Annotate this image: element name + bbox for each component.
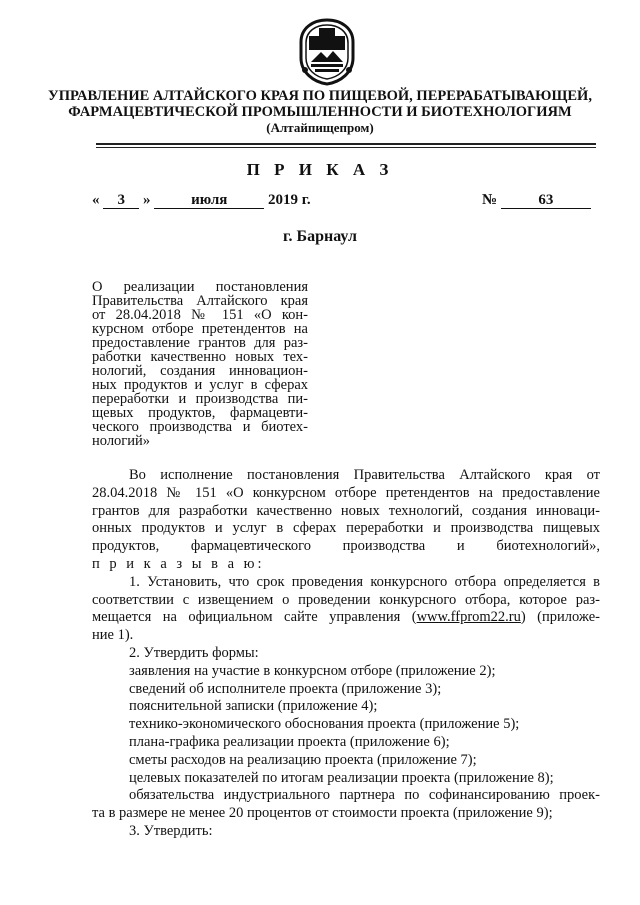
coat-of-arms-icon	[297, 18, 357, 86]
item-3-heading: 3. Утвердить:	[129, 822, 213, 839]
website-link[interactable]: www.ffprom22.ru	[416, 609, 521, 626]
number-sign: №	[482, 192, 498, 208]
subject-line: ных продуктов и услуг в сферах	[92, 377, 308, 393]
preamble-line: Во исполнение постановления Правительства Алтайского края от	[129, 467, 600, 483]
organization-name	[0, 88, 640, 136]
item-2-heading: 2. Утвердить формы:	[129, 644, 259, 661]
preamble-line: онных продуктов и услуг в сферах переработки и производства пищевых	[92, 520, 600, 537]
subject-line: курсном отборе претендентов на	[92, 321, 308, 337]
item-1-line: ние 1).	[92, 627, 134, 644]
order-subject	[92, 280, 308, 448]
item-1-text: мещается на официальном сайте управления (	[92, 609, 417, 626]
order-year: 2019 г.	[268, 192, 311, 208]
subject-line: предоставление грантов для раз-	[92, 335, 308, 351]
item-1-text: ) (приложе-	[520, 609, 600, 626]
form-list-item: пояснительной записки (приложение 4);	[129, 698, 378, 715]
subject-line: переработки и производства пи-	[92, 391, 308, 407]
item-1-line	[92, 609, 600, 627]
subject-line: щевых продуктов, фармацевти-	[92, 405, 308, 421]
subject-line: работки качественно новых тех-	[92, 349, 308, 365]
item-1-line: 1. Установить, что срок проведения конкурсного отбора определяется в	[129, 573, 600, 590]
form-list-item: обязательства индустриального партнера по софинансированию проек-	[129, 787, 600, 804]
order-month: июля	[154, 193, 264, 209]
order-day: 3	[103, 193, 139, 209]
order-number	[482, 192, 591, 209]
org-name-line-2: ФАРМАЦЕВТИЧЕСКОЙ ПРОМЫШЛЕННОСТИ И БИОТЕХНОЛОГИЯМ	[68, 104, 572, 120]
form-list-item: целевых показателей по итогам реализации проекта (приложение 8);	[129, 769, 554, 786]
subject-line: Правительства Алтайского края	[92, 293, 308, 309]
item-1-line: соответствии с извещением о проведении конкурсного отбора, которое раз-	[92, 591, 600, 608]
decree-word: п р и к а з ы в а ю:	[92, 555, 265, 572]
preamble-line: продуктов, фармацевтического производства и биотехнологий»,	[92, 538, 600, 555]
subject-line: нологий, создания инновацион-	[92, 363, 308, 379]
city: г. Барнаул	[283, 228, 357, 245]
preamble-line: 28.04.2018 № 151 «О конкурсном отборе претендентов на предоставление	[92, 484, 600, 501]
quote-open: «	[92, 192, 100, 208]
form-list-item: сведений об исполнителе проекта (приложение 3);	[129, 680, 442, 697]
org-name-line-1: УПРАВЛЕНИЕ АЛТАЙСКОГО КРАЯ ПО ПИЩЕВОЙ, ПЕРЕРАБАТЫВАЮЩЕЙ,	[48, 88, 592, 104]
form-list-item: заявления на участие в конкурсном отборе (приложение 2);	[129, 662, 496, 679]
order-number-value: 63	[501, 193, 591, 209]
form-list-item: технико-экономического обоснования проекта (приложение 5);	[129, 716, 520, 733]
order-date	[92, 192, 311, 209]
header-rule-thin	[96, 147, 596, 148]
preamble-line: грантов для разработки качественно новых технологий, создания инноваци-	[92, 502, 600, 519]
form-list-item: сметы расходов на реализацию проекта (приложение 7);	[129, 751, 477, 768]
org-abbreviation: (Алтайпищепром)	[266, 120, 374, 135]
quote-close: »	[143, 192, 151, 208]
subject-line: ческого производства и биотех-	[92, 419, 308, 435]
subject-line: О реализации постановления	[92, 279, 308, 295]
subject-line: нологий»	[92, 433, 151, 449]
order-body	[92, 467, 600, 841]
subject-line: от 28.04.2018 № 151 «О кон-	[92, 307, 308, 323]
form-list-item-continuation: та в размере не менее 20 процентов от стоимости проекта (приложение 9);	[92, 805, 553, 822]
document-title: П Р И К А З	[246, 160, 394, 179]
form-list-item: плана-графика реализации проекта (приложение 6);	[129, 733, 450, 750]
header-rule-thick	[96, 143, 596, 145]
